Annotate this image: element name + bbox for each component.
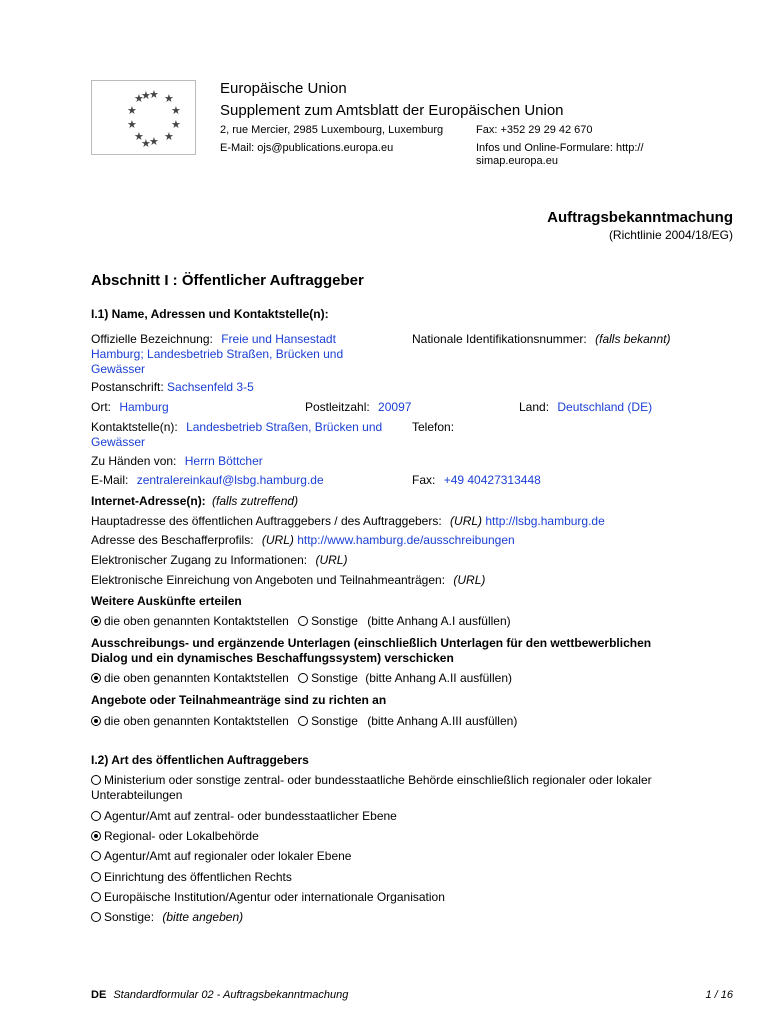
type-option-7[interactable] [91,910,243,924]
fax [412,473,541,487]
tenders-heading: Angebote oder Teilnahmeanträge sind zu richten an [91,693,387,707]
buyer-profile-url-hint: (URL) [261,533,294,547]
further-info-opt-above: die oben genannten Kontaktstellen [104,614,289,628]
i1-heading: I.1) Name, Adressen und Kontaktstelle(n): [91,307,329,321]
radio-other-icon[interactable] [298,673,308,683]
fax-value: +49 40427313448 [443,473,541,487]
type-7-hint: (bitte angeben) [162,910,244,924]
national-id-label: Nationale Identifikationsnummer: [412,332,587,346]
type-4-label: Agentur/Amt auf regionaler oder lokaler Ebene [104,849,352,863]
postal-label: Postanschrift: [91,380,164,394]
i2-heading: I.2) Art des öffentlichen Auftraggebers [91,753,309,767]
radio-other-icon[interactable] [298,616,308,626]
type-2-label: Agentur/Amt auf zentral- oder bundesstaatlicher Ebene [104,809,397,823]
country-label: Land: [519,400,550,414]
footer [91,989,348,1001]
e-access-row [91,553,347,567]
fax-label: Fax: [412,473,436,487]
radio-above-selected-icon[interactable] [91,716,101,726]
docs-options [91,671,512,685]
contact-label: Kontaktstelle(n): [91,420,178,434]
type-option-2[interactable] [91,809,397,823]
contact-row [91,420,382,434]
postal-row [91,380,254,394]
internet-label: Internet-Adresse(n): [91,494,206,508]
contact-value-line2: Gewässer [91,435,146,449]
further-info-annex: (bitte Anhang A.I ausfüllen) [367,614,511,628]
tenders-opt-other: Sonstige [311,714,358,728]
city-value: Hamburg [119,400,169,414]
email-link[interactable]: zentralereinkauf@lsbg.hamburg.de [136,473,324,487]
type-6-label: Europäische Institution/Agentur oder internationale Organisation [104,890,445,904]
docs-opt-other: Sonstige [311,671,358,685]
contact-value: Landesbetrieb Straßen, Brücken und [186,420,383,434]
tenders-opt-above: die oben genannten Kontaktstellen [104,714,289,728]
country [519,400,652,414]
buyer-profile-link[interactable]: http://www.hamburg.de/ausschreibungen [297,533,515,547]
type-option-5[interactable] [91,870,292,884]
radio-selected-icon[interactable] [91,831,101,841]
docs-heading-2: Dialog und ein dynamisches Beschaffungssystem) verschicken [91,651,454,665]
national-id [412,332,670,346]
email-row [91,473,324,487]
type-option-4[interactable] [91,849,351,863]
radio-icon[interactable] [91,892,101,902]
main-addr-url-hint: (URL) [450,514,483,528]
header-supplement: Supplement zum Amtsblatt der Europäischen Union [220,102,564,119]
national-id-hint: (falls bekannt) [595,332,671,346]
official-name-line3: Gewässer [91,362,146,376]
e-submission-label: Elektronische Einreichung von Angeboten und Teilnahmeanträgen: [91,573,446,587]
zip-label: Postleitzahl: [305,400,370,414]
type-option-3[interactable] [91,829,259,843]
city-label: Ort: [91,400,111,414]
header-infos-1: Infos und Online-Formulare: http:// [476,142,644,154]
page-number: 1 / 16 [705,989,733,1001]
type-7-label: Sonstige: [104,910,155,924]
attn-row [91,454,263,468]
notice-directive: (Richtlinie 2004/18/EG) [608,228,733,242]
radio-icon[interactable] [91,912,101,922]
radio-other-icon[interactable] [298,716,308,726]
email-label: E-Mail: [91,473,129,487]
attn-value: Herrn Böttcher [184,454,263,468]
docs-heading-1: Ausschreibungs- und ergänzende Unterlagen (einschließlich Unterlagen für den wettbewerblichen [91,636,652,650]
e-submission-row [91,573,485,587]
e-submission-url-hint: (URL) [453,573,486,587]
radio-above-selected-icon[interactable] [91,616,101,626]
postal-value: Sachsenfeld 3-5 [167,380,254,394]
city-row [91,400,169,414]
zip [305,400,411,414]
official-name-label: Offizielle Bezeichnung: [91,332,213,346]
eu-flag-icon: ★ ★ ★ ★ ★ ★ ★ ★ ★ ★ ★ ★ [91,80,196,155]
radio-icon[interactable] [91,775,101,785]
radio-icon[interactable] [91,811,101,821]
radio-icon[interactable] [91,851,101,861]
attn-label: Zu Händen von: [91,454,177,468]
tenders-annex: (bitte Anhang A.III ausfüllen) [367,714,518,728]
phone-label: Telefon: [412,420,455,434]
buyer-profile-label: Adresse des Beschafferprofils: [91,533,254,547]
docs-annex: (bitte Anhang A.II ausfüllen) [365,671,512,685]
header-org: Europäische Union [220,80,347,97]
notice-title: Auftragsbekanntmachung [547,209,733,226]
further-info-options [91,614,511,628]
internet-row [91,494,298,508]
further-info-heading: Weitere Auskünfte erteilen [91,594,242,608]
e-access-label: Elektronischer Zugang zu Informationen: [91,553,308,567]
main-addr-row [91,514,605,528]
country-value: Deutschland (DE) [557,400,653,414]
header-email: E-Mail: ojs@publications.europa.eu [220,142,394,154]
docs-opt-above: die oben genannten Kontaktstellen [104,671,289,685]
type-5-label: Einrichtung des öffentlichen Rechts [104,870,292,884]
internet-hint: (falls zutreffend) [212,494,299,508]
type-3-label: Regional- oder Lokalbehörde [104,829,259,843]
main-addr-link[interactable]: http://lsbg.hamburg.de [485,514,605,528]
tenders-options [91,714,517,728]
header-address: 2, rue Mercier, 2985 Luxembourg, Luxemburg [220,124,444,136]
further-info-opt-other: Sonstige [311,614,358,628]
section-title: Abschnitt I : Öffentlicher Auftraggeber [91,272,364,289]
official-name-value: Freie und Hansestadt [221,332,336,346]
zip-value: 20097 [378,400,412,414]
type-option-1[interactable] [91,773,652,787]
buyer-profile-row [91,533,515,547]
type-1-label: Ministerium oder sonstige zentral- oder bundesstaatliche Behörde einschließlich regionaler oder lokaler [104,773,652,787]
radio-above-selected-icon[interactable] [91,673,101,683]
footer-lang: DE [91,989,107,1001]
main-addr-label: Hauptadresse des öffentlichen Auftraggebers / des Auftraggebers: [91,514,442,528]
official-name-line2: Hamburg; Landesbetrieb Straßen, Brücken und [91,347,344,361]
official-name-row [91,332,336,346]
header-infos-2: simap.europa.eu [476,155,558,167]
footer-form: Standardformular 02 - Auftragsbekanntmachung [113,989,349,1001]
type-1-label-line2: Unterabteilungen [91,788,183,802]
type-option-6[interactable] [91,890,445,904]
e-access-url-hint: (URL) [315,553,348,567]
radio-icon[interactable] [91,872,101,882]
header-fax: Fax: +352 29 29 42 670 [476,124,593,136]
